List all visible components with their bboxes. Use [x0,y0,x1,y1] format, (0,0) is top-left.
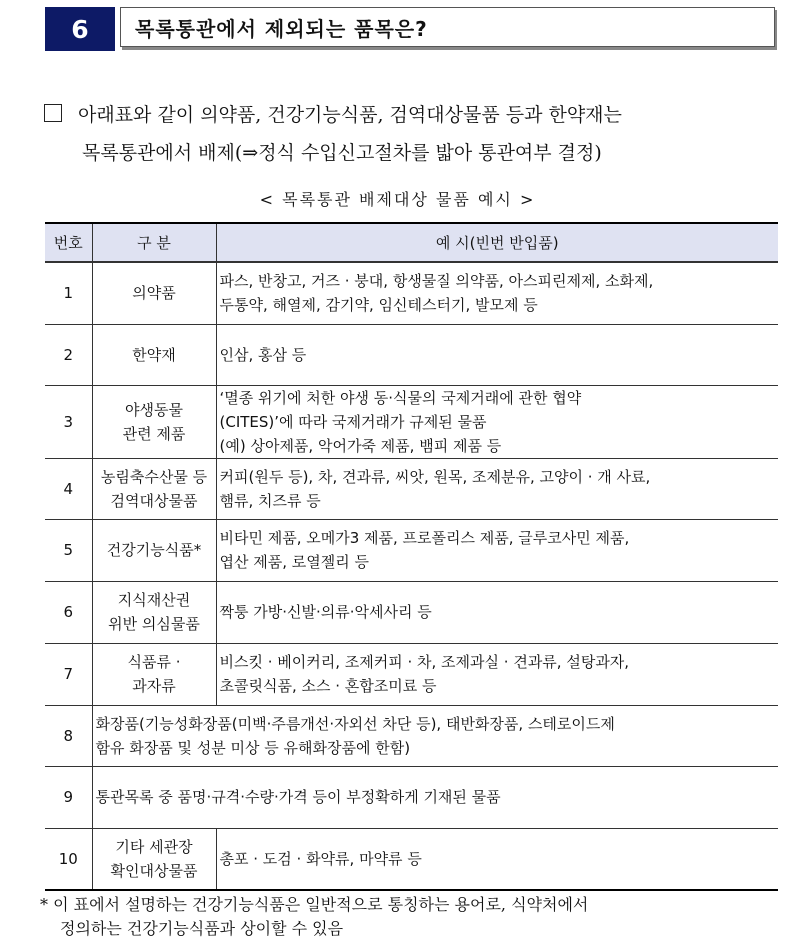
section-title: 목록통관에서 제외되는 품목은? [120,7,775,47]
category-line: 농림축수산물 등 [100,467,208,486]
example-line: 두통약, 해열제, 감기약, 임신테스터기, 발모제 등 [219,296,538,315]
row-examples [216,262,778,324]
merged-line: 통관목록 중 품명·규격·수량·가격 등이 부정확하게 기재된 물품 [95,788,501,806]
header-examples: 예 시(빈번 반입품) [216,223,778,262]
intro-line-1 [44,96,784,134]
row-examples [216,581,778,643]
row-category [92,581,216,643]
header-number: 번호 [45,223,92,262]
category-line: 확인대상물품 [110,861,198,880]
row-category [92,828,216,890]
row-number: 5 [45,519,92,581]
category-line: 관련 제품 [122,424,186,443]
footnote-line-1: * 이 표에서 설명하는 건강기능식품은 일반적으로 통칭하는 용어로, 식약처에서 [40,895,589,914]
merged-line: 함유 화장품 및 성분 미상 등 유해화장품에 한함) [95,738,411,757]
row-examples [216,458,778,519]
row-category [92,385,216,458]
intro-line-2: 목록통관에서 배제(⇒정식 수입신고절차를 밟아 통관여부 결정) [82,142,602,164]
row-merged-description [92,705,778,766]
example-line: 파스, 반창고, 거즈 · 붕대, 항생물질 의약품, 아스피린제제, 소화제, [219,272,654,291]
category-line: 한약재 [132,345,176,364]
category-line: 기타 세관장 [115,837,193,856]
table-row [45,705,778,766]
category-line: 의약품 [132,284,176,303]
category-line: 지식재산권 [117,591,191,609]
row-number: 10 [45,828,92,890]
category-line: 과자류 [132,677,176,695]
header-category: 구 분 [92,223,216,262]
row-examples [216,519,778,581]
row-number: 8 [45,705,92,766]
exclusion-table [45,222,778,891]
table-row [45,519,778,581]
table-row [45,458,778,519]
table-row [45,766,778,828]
row-category [92,519,216,581]
example-line: (CITES)’에 따라 국제거래가 규제된 물품 [219,412,487,431]
merged-line: 화장품(기능성화장품(미백·주름개선·자외선 차단 등), 태반화장품, 스테로이드제 [95,714,615,733]
table-row [45,385,778,458]
example-line: 짝퉁 가방·신발·의류·악세사리 등 [219,603,432,621]
example-line: (예) 상아제품, 악어가죽 제품, 뱀피 제품 등 [219,436,502,455]
footnote-line-2: 정의하는 건강기능식품과 상이할 수 있음 [60,919,344,938]
row-number: 9 [45,766,92,828]
row-number: 1 [45,262,92,324]
category-line: 식품류 · [127,653,181,671]
category-line: 건강기능식품* [106,541,202,559]
row-number: 7 [45,643,92,705]
example-line: 비타민 제품, 오메가3 제품, 프로폴리스 제품, 글루코사민 제품, [219,529,630,547]
example-line: ‘멸종 위기에 처한 야생 동·식물의 국제거래에 관한 협약 [219,388,582,407]
row-examples [216,828,778,890]
example-line: 인삼, 홍삼 등 [219,345,307,364]
row-category [92,324,216,385]
footnote [40,893,785,941]
table-header-row [45,223,778,262]
row-number: 4 [45,458,92,519]
example-line: 엽산 제품, 로열젤리 등 [219,553,369,571]
row-number: 6 [45,581,92,643]
category-line: 야생동물 [125,400,183,419]
row-number: 3 [45,385,92,458]
example-line: 비스킷 · 베이커리, 조제커피 · 차, 조제과실 · 견과류, 설탕과자, [219,653,630,671]
row-category [92,458,216,519]
category-line: 위반 의심물품 [108,615,200,633]
table-caption: < 목록통관 배제대상 물품 예시 > [259,190,536,209]
intro-text-1: 아래표와 같이 의약품, 건강기능식품, 검역대상물품 등과 한약재는 [78,104,622,126]
example-line: 햄류, 치즈류 등 [219,491,321,510]
table-row [45,324,778,385]
checkbox-bullet-icon [44,104,62,122]
table-row [45,581,778,643]
category-line: 검역대상물품 [110,491,198,510]
row-category [92,643,216,705]
table-row [45,643,778,705]
table-row [45,262,778,324]
example-line: 커피(원두 등), 차, 견과류, 씨앗, 원목, 조제분유, 고양이 · 개 사료, [219,467,651,486]
row-category [92,262,216,324]
example-line: 초콜릿식품, 소스 · 혼합조미료 등 [219,677,437,695]
example-line: 총포 · 도검 · 화약류, 마약류 등 [219,849,422,868]
row-examples [216,643,778,705]
intro-paragraph [44,96,784,172]
table-row [45,828,778,890]
row-examples [216,324,778,385]
section-header [45,7,777,51]
row-merged-description [92,766,778,828]
section-number: 6 [45,7,115,51]
row-examples [216,385,778,458]
row-number: 2 [45,324,92,385]
